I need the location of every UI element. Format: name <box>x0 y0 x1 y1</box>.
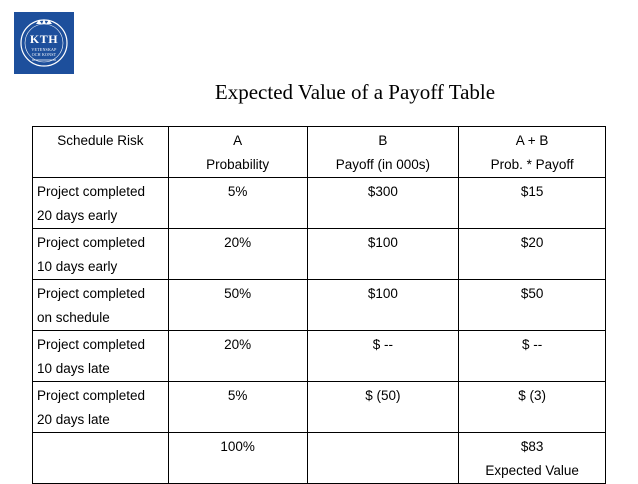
header-schedule-risk <box>33 127 169 178</box>
cell-schedule-risk <box>33 178 169 229</box>
cell-payoff: $ (50) <box>307 382 459 433</box>
cell-schedule-risk <box>33 331 169 382</box>
cell-line: $ (3) <box>518 388 546 403</box>
cell-line: 20 days early <box>37 208 118 223</box>
cell-expected-value <box>459 229 606 280</box>
cell-line: $ -- <box>521 337 543 352</box>
cell-payoff: $100 <box>307 280 459 331</box>
cell-line: $15 <box>520 184 544 199</box>
cell-line: on schedule <box>37 310 110 325</box>
cell-expected-value <box>459 382 606 433</box>
table-row <box>33 382 606 433</box>
header-line: A <box>233 133 243 148</box>
header-line: Schedule Risk <box>57 133 144 148</box>
cell-line: Project completed <box>37 184 146 199</box>
table-row <box>33 178 606 229</box>
cell-payoff: $100 <box>307 229 459 280</box>
cell-payoff: $ -- <box>307 331 459 382</box>
cell-schedule-risk <box>33 229 169 280</box>
table-header-row <box>33 127 606 178</box>
cell-probability-total: 100% <box>168 433 307 484</box>
cell-line: $50 <box>520 286 544 301</box>
cell-line: 20 days late <box>37 412 110 427</box>
cell-expected-value <box>459 178 606 229</box>
cell-line: 10 days early <box>37 259 118 274</box>
header-line: B <box>378 133 388 148</box>
cell-line: Project completed <box>37 337 146 352</box>
cell-expected-value-total <box>459 433 606 484</box>
table-total-row <box>33 433 606 484</box>
logo-sub-text: VETENSKAP <box>31 47 57 52</box>
cell-schedule-risk <box>33 433 169 484</box>
cell-schedule-risk <box>33 280 169 331</box>
header-expected-value <box>459 127 606 178</box>
cell-line: Expected Value <box>485 463 579 478</box>
cell-expected-value <box>459 331 606 382</box>
logo-sub-text: OCH KONST <box>31 52 57 57</box>
cell-line: $83 <box>520 439 544 454</box>
cell-probability: 20% <box>168 229 307 280</box>
cell-probability: 50% <box>168 280 307 331</box>
cell-payoff: $300 <box>307 178 459 229</box>
kth-logo <box>14 12 74 74</box>
page-title: Expected Value of a Payoff Table <box>214 80 496 104</box>
table-row <box>33 331 606 382</box>
header-line: Probability <box>206 157 270 172</box>
header-line: Prob. * Payoff <box>490 157 574 172</box>
cell-line: 10 days late <box>37 361 110 376</box>
header-line: A + B <box>515 133 549 148</box>
logo-main-text: KTH <box>29 32 59 46</box>
cell-line: Project completed <box>37 286 146 301</box>
header-probability <box>168 127 307 178</box>
cell-line: Project completed <box>37 388 146 403</box>
cell-schedule-risk <box>33 382 169 433</box>
header-payoff <box>307 127 459 178</box>
cell-payoff <box>307 433 459 484</box>
cell-line: $20 <box>520 235 544 250</box>
table-row <box>33 229 606 280</box>
header-line: Payoff (in 000s) <box>335 157 431 172</box>
payoff-table <box>32 126 606 484</box>
cell-line: Project completed <box>37 235 146 250</box>
cell-probability: 5% <box>168 178 307 229</box>
table-row <box>33 280 606 331</box>
cell-probability: 5% <box>168 382 307 433</box>
cell-expected-value <box>459 280 606 331</box>
cell-probability: 20% <box>168 331 307 382</box>
